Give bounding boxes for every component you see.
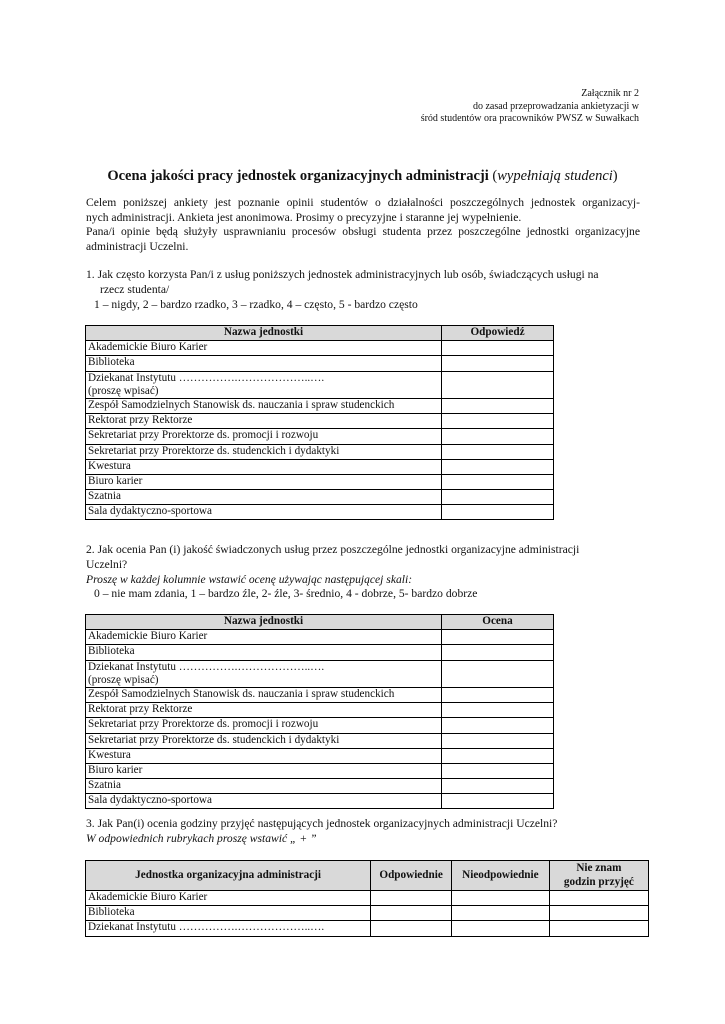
col-unit-name: Nazwa jednostki	[86, 615, 442, 630]
inappropriate-cell[interactable]	[452, 891, 550, 906]
table-row: Biblioteka	[86, 645, 554, 660]
col-appropriate: Odpowiednie	[371, 861, 452, 891]
inappropriate-cell[interactable]	[452, 921, 550, 936]
intro-paragraph	[86, 196, 640, 254]
question-2-scale: 0 – nie mam zdania, 1 – bardzo źle, 2- źle, 3- średnio, 4 - dobrze, 5- bardzo dobrze	[94, 587, 478, 601]
col-unknown-hours: Nie znam godzin przyjęć	[549, 861, 648, 891]
annex-line-1: Załącznik nr 2	[581, 88, 639, 99]
appropriate-cell[interactable]	[371, 906, 452, 921]
unknown-cell[interactable]	[549, 906, 648, 921]
question-2-instruction: Proszę w każdej kolumnie wstawić ocenę używając następującej skali:	[86, 572, 413, 586]
intro-line-2: nych administracji. Ankieta jest anonimowa. Prosimy o precyzyjne i staranne jej wypełnienie.	[86, 210, 522, 224]
intro-line-3: Pana/i opinie będą służyły usprawnianiu procesów obsługi studenta przez poszczególne jednostki organizacyjne	[86, 225, 640, 239]
rating-cell[interactable]	[442, 630, 554, 645]
table-row: Zespół Samodzielnych Stanowisk ds. nauczania i spraw studenckich	[86, 687, 554, 702]
table-row: Sekretariat przy Prorektorze ds. promocji i rozwoju	[86, 429, 554, 444]
question-2-text-cont: Uczelni?	[86, 557, 128, 571]
question-3-instruction: W odpowiednich rubrykach proszę wstawić „ + ”	[86, 831, 317, 845]
question-2-table	[85, 614, 554, 809]
question-2-text: 2. Jak ocenia Pan (i) jakość świadczonych usług przez poszczególne jednostki organizacyjne administracji	[86, 543, 580, 556]
answer-cell[interactable]	[442, 505, 554, 520]
col-rating: Ocena	[442, 615, 554, 630]
table-row: Sala dydaktyczno-sportowa	[86, 505, 554, 520]
table-row: Rektorat przy Rektorze	[86, 703, 554, 718]
answer-cell[interactable]	[442, 398, 554, 413]
question-3	[86, 817, 646, 847]
rating-cell[interactable]	[442, 687, 554, 702]
table-row: Dziekanat Instytutu …………….………………..….	[86, 921, 649, 936]
table-row: Rektorat przy Rektorze	[86, 414, 554, 429]
appropriate-cell[interactable]	[371, 891, 452, 906]
rating-cell[interactable]	[442, 748, 554, 763]
question-2	[86, 543, 646, 602]
answer-cell[interactable]	[442, 459, 554, 474]
table-row: Kwestura	[86, 748, 554, 763]
table-row: Akademickie Biuro Karier	[86, 630, 554, 645]
unknown-cell[interactable]	[549, 891, 648, 906]
question-1-text-cont: rzecz studenta/	[100, 282, 170, 296]
col-inappropriate: Nieodpowiednie	[452, 861, 550, 891]
table-row: Szatnia	[86, 490, 554, 505]
document-title: Ocena jakości pracy jednostek organizacyjnych administracji (wypełniają studenci)	[107, 168, 618, 184]
question-3-text: 3. Jak Pan(i) ocenia godziny przyjęć następujących jednostek organizacyjnych administracji Uczelni?	[86, 817, 558, 830]
appropriate-cell[interactable]	[371, 921, 452, 936]
answer-cell[interactable]	[442, 444, 554, 459]
annex-line-2: do zasad przeprowadzania ankietyzacji w	[472, 100, 639, 112]
question-1-table	[85, 325, 554, 520]
rating-cell[interactable]	[442, 733, 554, 748]
col-answer: Odpowiedź	[442, 326, 554, 341]
answer-cell[interactable]	[442, 474, 554, 489]
table-row: Zespół Samodzielnych Stanowisk ds. nauczania i spraw studenckich	[86, 398, 554, 413]
rating-cell[interactable]	[442, 660, 554, 687]
question-3-table	[85, 860, 649, 937]
table-row: Sekretariat przy Prorektorze ds. studenckich i dydaktyki	[86, 444, 554, 459]
table-row: Akademickie Biuro Karier	[86, 891, 649, 906]
table-row: Biuro karier	[86, 474, 554, 489]
table-row: Dziekanat Instytutu …………….………………..…. (proszę wpisać)	[86, 371, 554, 398]
unknown-cell[interactable]	[549, 921, 648, 936]
answer-cell[interactable]	[442, 414, 554, 429]
table-row: Biblioteka	[86, 356, 554, 371]
table-row: Biblioteka	[86, 906, 649, 921]
col-unit: Jednostka organizacyjna administracji	[86, 861, 371, 891]
rating-cell[interactable]	[442, 794, 554, 809]
answer-cell[interactable]	[442, 356, 554, 371]
title-note: wypełniają studenci	[497, 168, 613, 184]
col-unit-name: Nazwa jednostki	[86, 326, 442, 341]
intro-line-1: Celem poniższej ankiety jest poznanie opinii studentów o działalności poszczególnych jednostek organizacyj-	[86, 196, 640, 209]
answer-cell[interactable]	[442, 341, 554, 356]
table-row: Sekretariat przy Prorektorze ds. promocji i rozwoju	[86, 718, 554, 733]
rating-cell[interactable]	[442, 779, 554, 794]
rating-cell[interactable]	[442, 703, 554, 718]
table-row: Kwestura	[86, 459, 554, 474]
annex-line-3: śród studentów ora pracowników PWSZ w Suwałkach	[420, 113, 639, 124]
rating-cell[interactable]	[442, 645, 554, 660]
question-1-scale: 1 – nigdy, 2 – bardzo rzadko, 3 – rzadko, 4 – często, 5 - bardzo często	[94, 297, 418, 311]
table-row: Sala dydaktyczno-sportowa	[86, 794, 554, 809]
rating-cell[interactable]	[442, 718, 554, 733]
answer-cell[interactable]	[442, 429, 554, 444]
table-row: Sekretariat przy Prorektorze ds. studenckich i dydaktyki	[86, 733, 554, 748]
answer-cell[interactable]	[442, 490, 554, 505]
question-1-text: 1. Jak często korzysta Pan/i z usług poniższych jednostek administracyjnych lub osób, świadczących usługi na	[86, 268, 599, 281]
table-row: Szatnia	[86, 779, 554, 794]
rating-cell[interactable]	[442, 763, 554, 778]
table-row: Dziekanat Instytutu …………….………………..…. (proszę wpisać)	[86, 660, 554, 687]
question-1	[86, 268, 646, 312]
answer-cell[interactable]	[442, 371, 554, 398]
inappropriate-cell[interactable]	[452, 906, 550, 921]
annex-header	[421, 88, 639, 126]
intro-line-4: administracji Uczelni.	[86, 239, 189, 253]
table-row: Akademickie Biuro Karier	[86, 341, 554, 356]
table-row: Biuro karier	[86, 763, 554, 778]
